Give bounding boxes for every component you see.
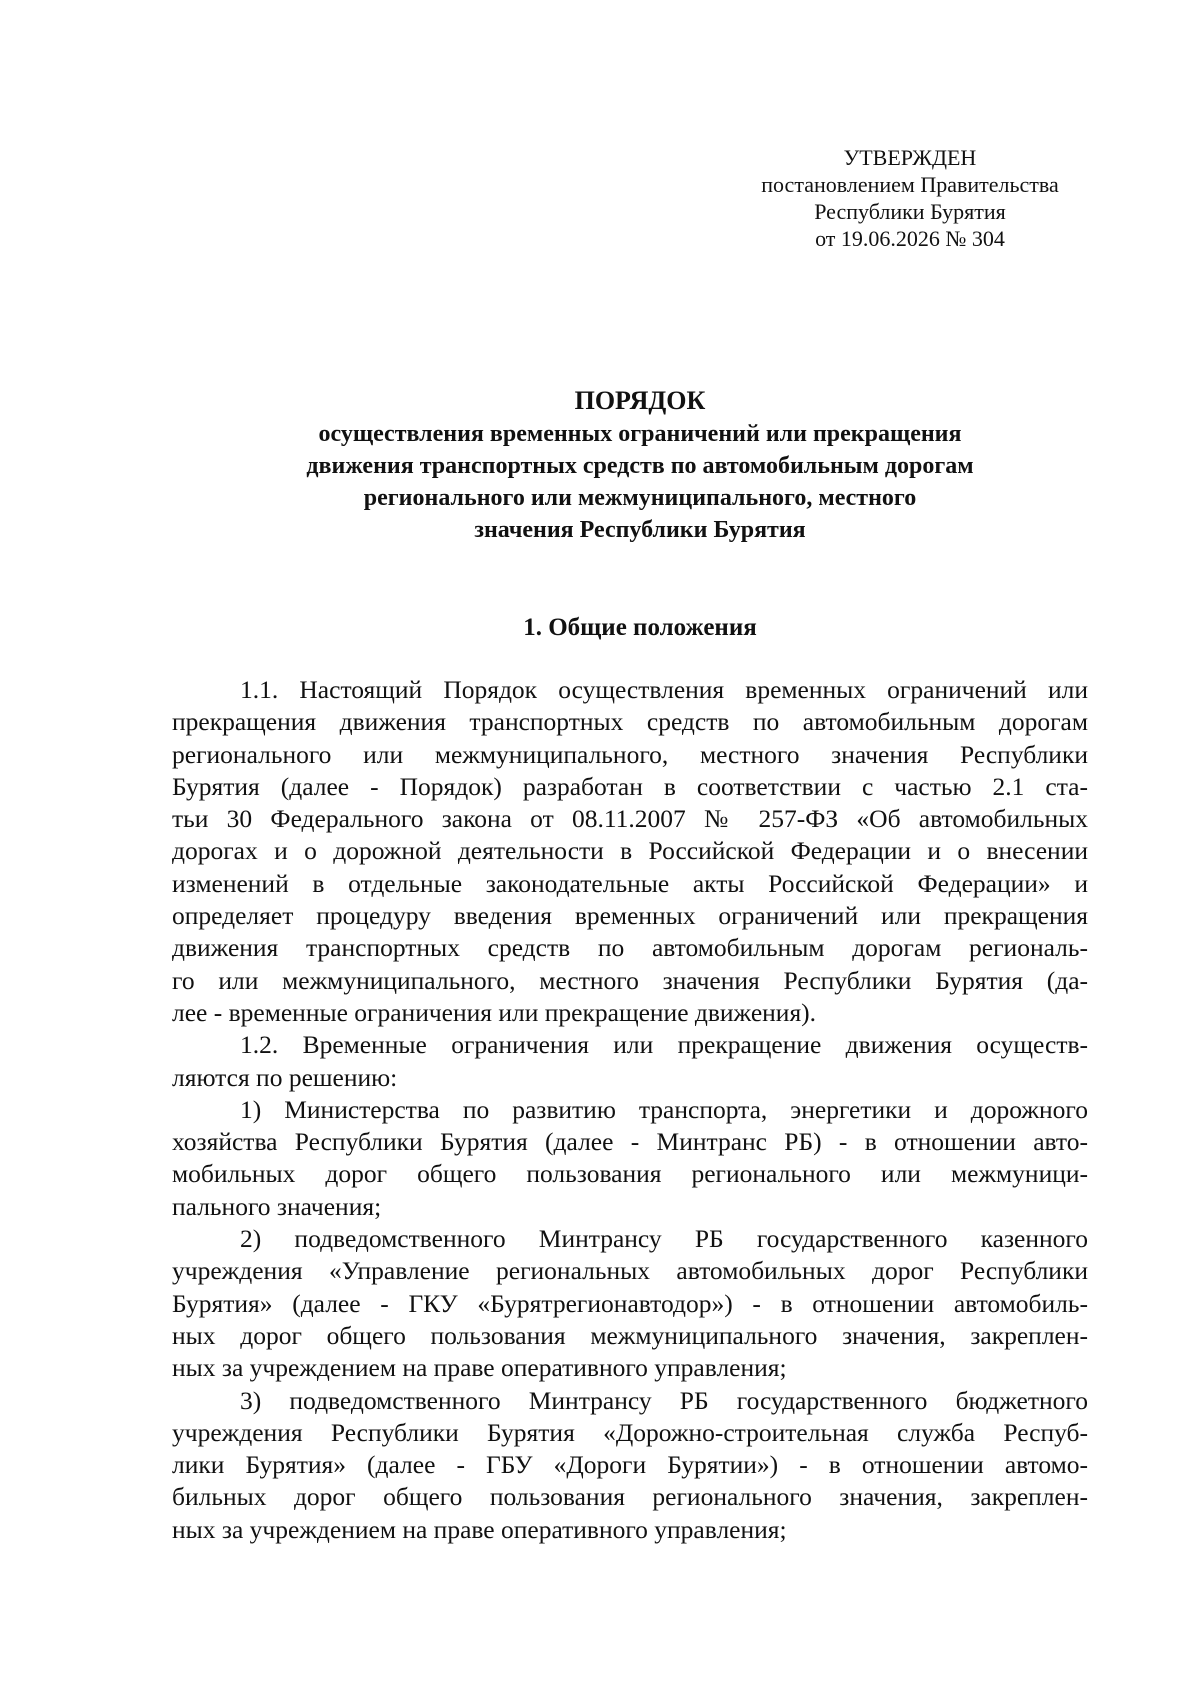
- paragraph-line: тьи 30 Федерального закона от 08.11.2007 № 257-ФЗ «Об автомобильных: [172, 804, 1088, 834]
- paragraph-line: го или межмуниципального, местного значения Республики Бурятия (да-: [172, 965, 1088, 995]
- document-title: [150, 384, 1130, 546]
- paragraph-line: хозяйства Республики Бурятия (далее - Минтранс РБ) - в отношении авто-: [172, 1127, 1088, 1157]
- paragraph: [172, 1094, 1088, 1223]
- paragraph-line: учреждения «Управление региональных автомобильных дорог Республики: [172, 1256, 1088, 1286]
- paragraph-line: 1.1. Настоящий Порядок осуществления временных ограничений или: [240, 675, 1088, 704]
- paragraph-line: мобильных дорог общего пользования регионального или межмуници-: [172, 1159, 1088, 1189]
- title-line: осуществления временных ограничений или прекращения: [318, 421, 962, 447]
- paragraph-line: ляются по решению:: [172, 1062, 398, 1092]
- paragraph: [172, 1385, 1088, 1546]
- section-heading: 1. Общие положения: [523, 614, 757, 641]
- paragraph: [172, 674, 1088, 1029]
- approval-line: от 19.06.2026 № 304: [815, 226, 1005, 251]
- paragraph-line: ных дорог общего пользования межмуниципального значения, закреплен-: [172, 1320, 1088, 1350]
- paragraph-line: движения транспортных средств по автомобильным дорогам региональ-: [172, 933, 1088, 963]
- paragraph-line: изменений в отдельные законодательные акты Российской Федерации» и: [172, 868, 1088, 898]
- paragraph: [172, 1223, 1088, 1384]
- title-line: движения транспортных средств по автомобильным дорогам: [306, 453, 974, 479]
- paragraph-line: лее - временные ограничения или прекращение движения).: [172, 997, 817, 1027]
- paragraph-line: бильных дорог общего пользования регионального значения, закреплен-: [172, 1482, 1088, 1512]
- paragraph-line: 3) подведомственного Минтрансу РБ государственного бюджетного: [240, 1385, 1088, 1415]
- paragraph-line: 2) подведомственного Минтрансу РБ государственного казенного: [240, 1224, 1088, 1254]
- document-body: [172, 674, 1088, 1546]
- approval-stamp: [740, 144, 1080, 252]
- title-line: значения Республики Бурятия: [474, 517, 806, 543]
- paragraph-line: учреждения Республики Бурятия «Дорожно-строительная служба Респуб-: [172, 1417, 1088, 1447]
- paragraph-line: определяет процедуру введения временных ограничений или прекращения: [172, 901, 1088, 931]
- approval-line: постановлением Правительства: [761, 172, 1059, 197]
- paragraph-line: Бурятия (далее - Порядок) разработан в соответствии с частью 2.1 ста-: [172, 771, 1088, 801]
- title-line: регионального или межмуниципального, местного: [363, 485, 917, 511]
- paragraph-line: регионального или межмуниципального, местного значения Республики: [172, 739, 1088, 769]
- paragraph-line: ных за учреждением на праве оперативного управления;: [172, 1514, 787, 1544]
- paragraph: [172, 1029, 1088, 1094]
- paragraph-line: ных за учреждением на праве оперативного управления;: [172, 1353, 787, 1383]
- approval-line: УТВЕРЖДЕН: [843, 145, 977, 170]
- paragraph-line: 1) Министерства по развитию транспорта, энергетики и дорожного: [240, 1094, 1088, 1124]
- paragraph-line: дорогах и о дорожной деятельности в Российской Федерации и о внесении: [172, 836, 1088, 866]
- paragraph-line: Бурятия» (далее - ГКУ «Бурятрегионавтодор») - в отношении автомобиль-: [172, 1288, 1088, 1318]
- paragraph-line: прекращения движения транспортных средств по автомобильным дорогам: [172, 707, 1088, 737]
- approval-line: Республики Бурятия: [814, 199, 1006, 224]
- paragraph-line: пального значения;: [172, 1191, 382, 1221]
- title-main: ПОРЯДОК: [574, 386, 706, 415]
- paragraph-line: 1.2. Временные ограничения или прекращение движения осуществ-: [240, 1030, 1088, 1060]
- paragraph-line: лики Бурятия» (далее - ГБУ «Дороги Бурятии») - в отношении автомо-: [172, 1450, 1088, 1480]
